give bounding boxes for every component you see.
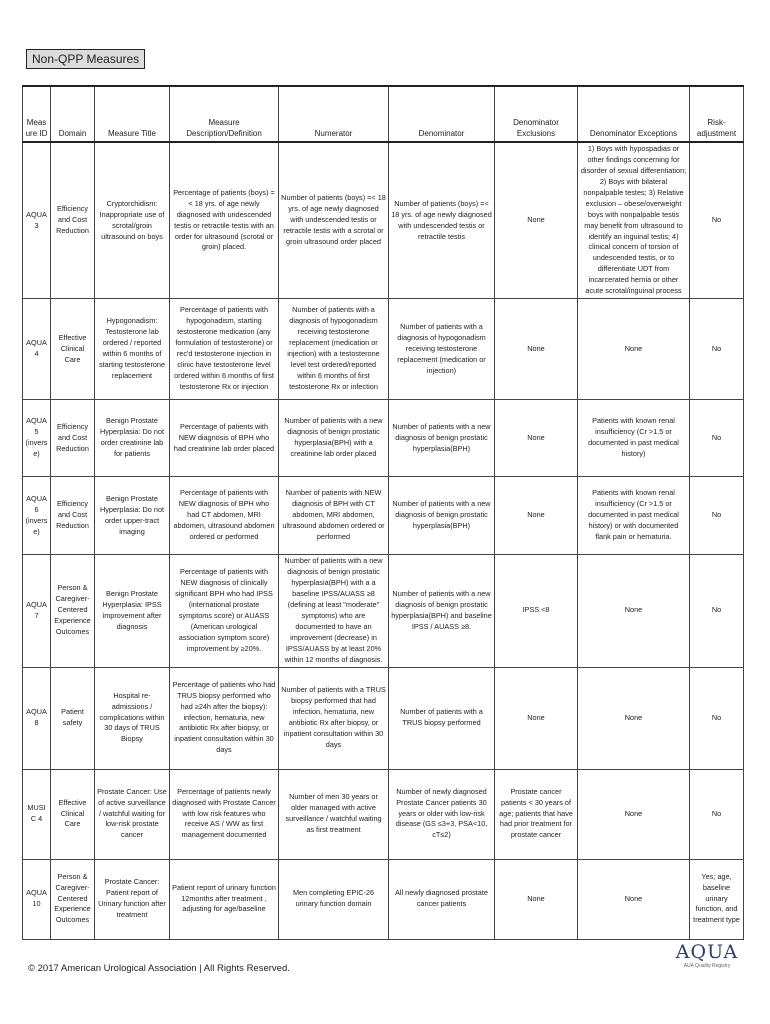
- table-row: [23, 859, 744, 939]
- cell-numerator: Number of patients with NEW diagnosis of BPH with CT abdomen, MRI abdomen, ultrasound abdomen ordered or performed: [279, 477, 389, 555]
- cell-denominator: Number of newly diagnosed Prostate Cancer patients 30 years or older with low-risk disease (GS ≤3+3, PSA<10, cT≤2): [389, 769, 495, 859]
- cell-exclusions: None: [495, 142, 578, 299]
- cell-title: Cryptorchidism: Inappropriate use of scrotal/groin ultrasound on boys: [95, 142, 170, 299]
- cell-exclusions: None: [495, 299, 578, 400]
- header-measure-title: Measure Title: [95, 86, 170, 142]
- cell-measure-id: AQUA 7: [23, 555, 51, 667]
- cell-exceptions: None: [578, 555, 690, 667]
- cell-exceptions: None: [578, 299, 690, 400]
- cell-risk: No: [690, 299, 744, 400]
- cell-measure-id: MUSIC 4: [23, 769, 51, 859]
- cell-description: Percentage of patients newly diagnosed with Prostate Cancer with low risk features who receive AS / WW as first management documented: [170, 769, 279, 859]
- cell-domain: Effective Clinical Care: [51, 299, 95, 400]
- cell-numerator: Number of patients with a new diagnosis of benign prostatic hyperplasia(BPH) with a creatinine lab order placed: [279, 400, 389, 477]
- cell-measure-id: AQUA 4: [23, 299, 51, 400]
- table-row: [23, 555, 744, 667]
- cell-description: Percentage of patients with NEW diagnosis of clinically significant BPH who had IPSS (international prostate symptoms score) or AUASS (American urological association symptom score) improvement by ≥20%.: [170, 555, 279, 667]
- cell-numerator: Number of men 30 years or older managed with active surveillance / watchful waiting as first treatment: [279, 769, 389, 859]
- table-row: [23, 142, 744, 299]
- cell-risk: No: [690, 667, 744, 769]
- cell-denominator: Number of patients with a diagnosis of hypogonadism receiving testosterone replacement (medication or injection): [389, 299, 495, 400]
- cell-measure-id: AQUA 5 (inverse): [23, 400, 51, 477]
- table-row: [23, 477, 744, 555]
- cell-exceptions: Patients with known renal insufficiency (Cr >1.5 or documented in past medical history) or with documented flank pain or hematuria.: [578, 477, 690, 555]
- cell-description: Percentage of patients who had TRUS biopsy performed who had ≥24h after the biopsy): infection, hematuria, new antibiotic Rx after biopsy, or inpatient consultation within 30 days: [170, 667, 279, 769]
- cell-domain: Efficiency and Cost Reduction: [51, 477, 95, 555]
- header-domain: Domain: [51, 86, 95, 142]
- cell-measure-id: AQUA 6 (inverse): [23, 477, 51, 555]
- cell-risk: No: [690, 400, 744, 477]
- cell-risk: Yes; age, baseline urinary function, and treatment type: [690, 859, 744, 939]
- cell-title: Hospital re-admissions / complications within 30 days of TRUS Biopsy: [95, 667, 170, 769]
- cell-description: Patient report of urinary function 12months after treatment , adjusting for age/baseline: [170, 859, 279, 939]
- header-denominator: Denominator: [389, 86, 495, 142]
- cell-domain: Efficiency and Cost Reduction: [51, 142, 95, 299]
- cell-measure-id: AQUA 3: [23, 142, 51, 299]
- cell-denominator: All newly diagnosed prostate cancer patients: [389, 859, 495, 939]
- cell-measure-id: AQUA 10: [23, 859, 51, 939]
- cell-exclusions: IPSS <8: [495, 555, 578, 667]
- cell-exceptions: 1) Boys with hypospadias or other findings concerning for disorder of sexual differentiation; 2) Boys with bilateral nonpalpable testes; 3) Relative exclusion – obese/overweight boys with nonpalpable testis may benefit from ultrasound to identify an inguinal testis; 4) clinical concern of torsion of undescended testis, or to differentiate UDT from incarcerated hernia or other acute scrotal/inguinal process: [578, 142, 690, 299]
- cell-title: Prostate Cancer: Use of active surveillance / watchful waiting for low-risk prostate cancer: [95, 769, 170, 859]
- cell-numerator: Number of patients with a diagnosis of hypogonadism receiving testosterone replacement (medication or injection) with a testosterone level test ordered/reported within 6 months of first testosterone Rx or infection: [279, 299, 389, 400]
- cell-title: Benign Prostate Hyperplasia: IPSS improvement after diagnosis: [95, 555, 170, 667]
- cell-exclusions: None: [495, 477, 578, 555]
- cell-exceptions: None: [578, 859, 690, 939]
- cell-exclusions: None: [495, 859, 578, 939]
- cell-denominator: Number of patients with a new diagnosis of benign prostatic hyperplasia(BPH): [389, 477, 495, 555]
- cell-domain: Effective Clinical Care: [51, 769, 95, 859]
- header-risk-adjustment: Risk-adjustment: [690, 86, 744, 142]
- cell-title: Benign Prostate Hyperplasia: Do not order upper-tract imaging: [95, 477, 170, 555]
- table-row: [23, 667, 744, 769]
- cell-risk: No: [690, 477, 744, 555]
- copyright-footer: © 2017 American Urological Association | All Rights Reserved.: [28, 963, 290, 974]
- aqua-logo: [669, 941, 745, 969]
- cell-exceptions: Patients with known renal insufficiency (Cr >1.5 or documented in past medical history): [578, 400, 690, 477]
- cell-title: Prostate Cancer: Patient report of Urinary function after treatment: [95, 859, 170, 939]
- cell-measure-id: AQUA 8: [23, 667, 51, 769]
- cell-risk: No: [690, 555, 744, 667]
- cell-exceptions: None: [578, 667, 690, 769]
- cell-description: Percentage of patients with NEW diagnosis of BPH who had creatinine lab order placed: [170, 400, 279, 477]
- cell-title: Hypogonadism: Testosterone lab ordered / reported within 6 months of starting testosterone replacement: [95, 299, 170, 400]
- cell-denominator: Number of patients (boys) =< 18 yrs. of age newly diagnosed with undescended testis or retractile testis: [389, 142, 495, 299]
- cell-exceptions: None: [578, 769, 690, 859]
- cell-domain: Person & Caregiver-Centered Experience Outcomes: [51, 859, 95, 939]
- cell-description: Percentage of patients (boys) =< 18 yrs. of age newly diagnosed with undescended testis or retractile testis with an order for ultrasound (scrotal or groin) placed.: [170, 142, 279, 299]
- table-row: [23, 769, 744, 859]
- cell-title: Benign Prostate Hyperplasia: Do not order creatinine lab for patients: [95, 400, 170, 477]
- cell-numerator: Men completing EPIC-26 urinary function domain: [279, 859, 389, 939]
- header-exclusions: Denominator Exclusions: [495, 86, 578, 142]
- cell-risk: No: [690, 769, 744, 859]
- cell-domain: Person & Caregiver-Centered Experience Outcomes: [51, 555, 95, 667]
- cell-risk: No: [690, 142, 744, 299]
- cell-denominator: Number of patients with a new diagnosis of benign prostatic hyperplasia(BPH) and baseline IPSS / AUASS ≥8.: [389, 555, 495, 667]
- cell-denominator: Number of patients with a new diagnosis of benign prostatic hyperplasia(BPH): [389, 400, 495, 477]
- header-measure-id: Measure ID: [23, 86, 51, 142]
- header-description: Measure Description/Definition: [170, 86, 279, 142]
- header-row: [23, 86, 744, 142]
- cell-description: Percentage of patients with NEW diagnosis of BPH who had CT abdomen, MRI abdomen, ultrasound abdomen ordered or performed: [170, 477, 279, 555]
- cell-exclusions: Prostate cancer patients < 30 years of age; patients that have had prior treatment for prostate cancer: [495, 769, 578, 859]
- logo-subtitle: AUA Quality Registry: [683, 963, 731, 969]
- measures-table: [22, 85, 744, 940]
- logo-text: AQUA: [675, 941, 739, 963]
- cell-description: Percentage of patients with hypogonadism, starting testosterone medication (any formulation of testosterone) or rec'd testosterone injection in clinic have testosterone level ordered within 6 months of first testosterone Rx or injection: [170, 299, 279, 400]
- cell-domain: Patient safety: [51, 667, 95, 769]
- table-row: [23, 400, 744, 477]
- cell-numerator: Number of patients (boys) =< 18 yrs. of age newly diagnosed with undescended testis or retractile testis with a scrotal or groin ultrasound order placed: [279, 142, 389, 299]
- cell-denominator: Number of patients with a TRUS biopsy performed: [389, 667, 495, 769]
- page-title: Non-QPP Measures: [26, 49, 145, 69]
- header-exceptions: Denominator Exceptions: [578, 86, 690, 142]
- table-row: [23, 299, 744, 400]
- cell-domain: Efficiency and Cost Reduction: [51, 400, 95, 477]
- cell-numerator: Number of patients with a new diagnosis of benign prostatic hyperplasia(BPH) with a a baseline IPSS/AUASS ≥8 (defining at least "moderate" symptoms) who are documented to have an improvement (decrease) in IPSS/AUASS by at least 20% within 12 months of diagnosis.: [279, 555, 389, 667]
- cell-numerator: Number of patients with a TRUS biopsy performed that had infection, hematuria, new antibiotic Rx after biopsy, or inpatient consultation within 30 days: [279, 667, 389, 769]
- header-numerator: Numerator: [279, 86, 389, 142]
- cell-exclusions: None: [495, 400, 578, 477]
- cell-exclusions: None: [495, 667, 578, 769]
